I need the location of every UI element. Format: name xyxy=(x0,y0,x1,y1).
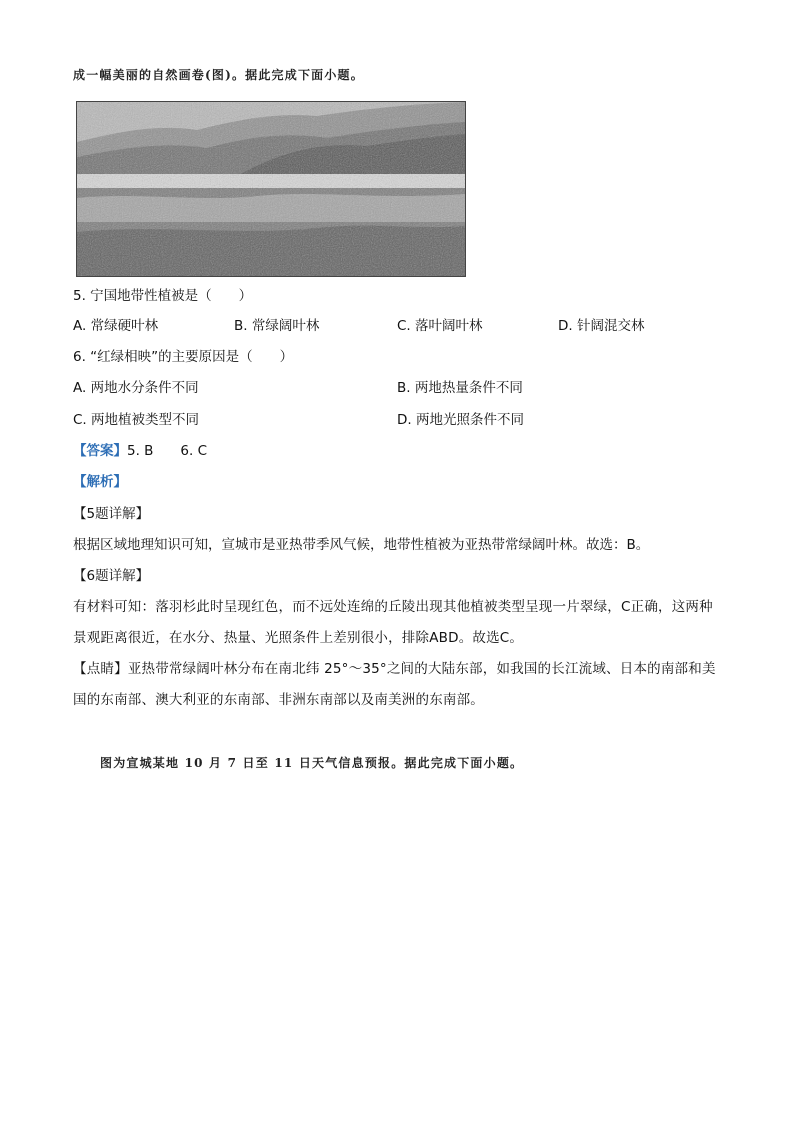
q6-option-b: B. 两地热量条件不同 xyxy=(397,380,523,396)
pointer-text: 亚热带常绿阔叶林分布在南北纬 25°～35°之间的大陆东部，如我国的长江流域、日本的南部和美国的东南部、澳大利亚的东南部、非洲东南部以及南美洲的东南部。 xyxy=(73,661,716,708)
detail-6-text: 有材料可知：落羽杉此时呈现红色，而不远处连绵的丘陵出现其他植被类型呈现一片翠绿，C正确，这两种景观距离很近，在水分、热量、光照条件上差别很小，排除ABD。故选C。 xyxy=(73,599,713,646)
landscape-illustration xyxy=(77,102,465,276)
q6-option-a: A. 两地水分条件不同 xyxy=(73,380,199,396)
q5-option-b: B. 常绿阔叶林 xyxy=(234,318,320,334)
next-intro-text: 图为宣城某地 10 月 7 日至 11 日天气信息预报。据此完成下面小题。 xyxy=(100,756,524,770)
q5-option-c: C. 落叶阔叶林 xyxy=(397,318,483,334)
landscape-photo xyxy=(76,101,466,277)
question-5-stem: 5. 宁国地带性植被是（ ） xyxy=(73,288,253,304)
q6-option-d: D. 两地光照条件不同 xyxy=(397,412,524,428)
detail-6-label: 【6题详解】 xyxy=(73,568,150,584)
q5-option-a: A. 常绿硬叶林 xyxy=(73,318,159,334)
q5-option-d: D. 针阔混交林 xyxy=(558,318,645,334)
analysis-label: 【解析】 xyxy=(73,474,127,490)
q6-option-c: C. 两地植被类型不同 xyxy=(73,412,200,428)
detail-5-label: 【5题详解】 xyxy=(73,506,150,522)
answer-label: 【答案】 xyxy=(73,443,127,459)
answer-text: 5. B 6. C xyxy=(127,443,208,459)
intro-text: 成一幅美丽的自然画卷(图)。据此完成下面小题。 xyxy=(73,68,364,82)
question-6-stem: 6. “红绿相映”的主要原因是（ ） xyxy=(73,349,294,365)
answer-line xyxy=(73,442,207,460)
pointer-label: 【点睛】 xyxy=(73,661,128,677)
detail-5-text: 根据区域地理知识可知，宣城市是亚热带季风气候，地带性植被为亚热带常绿阔叶林。故选：B。 xyxy=(73,537,650,553)
pointer-block xyxy=(73,654,723,716)
